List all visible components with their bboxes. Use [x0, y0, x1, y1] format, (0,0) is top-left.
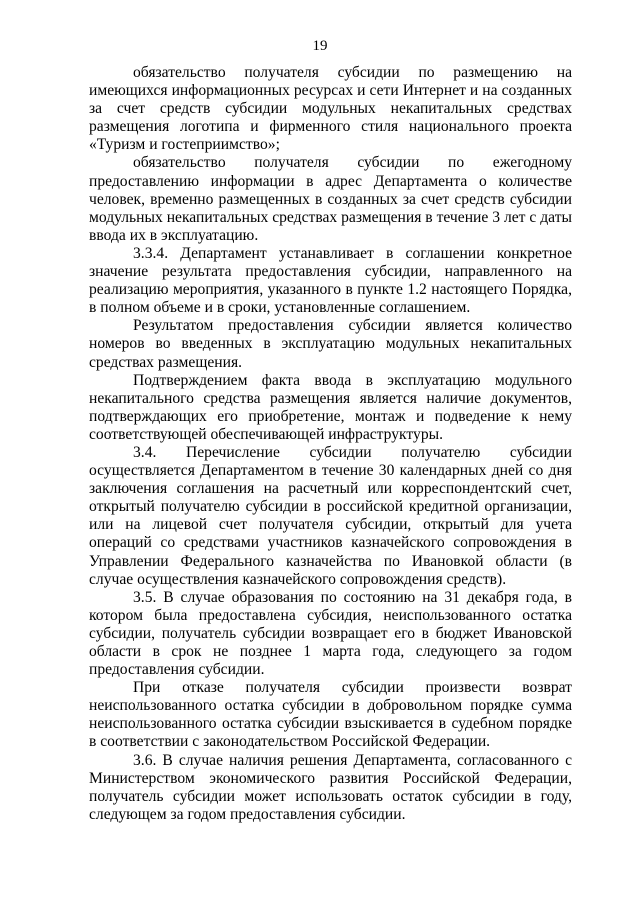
paragraph-annual-report-obligation: обязательство получателя субсидии по ежегодному предоставлению информации в адрес Департамента о количестве человек, временно размещенных в созданных за счет средств субсидии модульных некапитальных средствах размещения в течение 3 лет с даты ввода их в эксплуатацию.: [89, 154, 572, 244]
paragraph-info-placement-obligation: обязательство получателя субсидии по размещению на имеющихся информационных ресурсах и сети Интернет и на созданных за счет средств субсидии модульных некапитальных средствах размещения логотипа и фирменного стиля национального проекта «Туризм и гостеприимство»;: [89, 64, 572, 154]
paragraph-3-4: 3.4. Перечисление субсидии получателю субсидии осуществляется Департаментом в течение 30 календарных дней со дня заключения соглашения на расчетный или корреспондентский счет, открытый получателю субсидии в российской кредитной организации, или на лицевой счет получателя субсидии, открытый для учета операций со средствами участников казначейского сопровождения в Управлении Федерального казначейства по Ивановкой области (в случае осуществления казначейского сопровождения средств).: [89, 443, 572, 588]
page-number: 19: [312, 38, 328, 54]
paragraph-commissioning-proof: Подтверждением факта ввода в эксплуатацию модульного некапитального средства размещения является наличие документов, подтверждающих его приобретение, монтаж и подведение к нему соответствующей обеспечивающей инфраструктуры.: [89, 371, 572, 443]
paragraph-3-6: 3.6. В случае наличия решения Департамента, согласованного с Министерством экономического развития Российской Федерации, получатель субсидии может использовать остаток субсидии в году, следующем за годом предоставления субсидии.: [89, 751, 572, 823]
paragraph-refund-refusal: При отказе получателя субсидии произвести возврат неиспользованного остатка субсидии в добровольном порядке сумма неиспользованного остатка субсидии взыскивается в судебном порядке в соответствии с законодательством Российской Федерации.: [89, 679, 572, 751]
paragraph-result-definition: Результатом предоставления субсидии является количество номеров во введенных в эксплуатацию модульных некапитальных средствах размещения.: [89, 317, 572, 371]
paragraph-3-5: 3.5. В случае образования по состоянию на 31 декабря года, в котором была предоставлена субсидия, неиспользованного остатка субсидии, получатель субсидии возвращает его в бюджет Ивановской области в срок не позднее 1 марта года, следующего за годом предоставления субсидии.: [89, 588, 572, 679]
paragraph-3-3-4: 3.3.4. Департамент устанавливает в соглашении конкретное значение результата предоставления субсидии, направленного на реализацию мероприятия, указанного в пункте 1.2 настоящего Порядка, в полном объеме и в сроки, установленные соглашением.: [89, 244, 572, 317]
document-body: [89, 64, 572, 824]
